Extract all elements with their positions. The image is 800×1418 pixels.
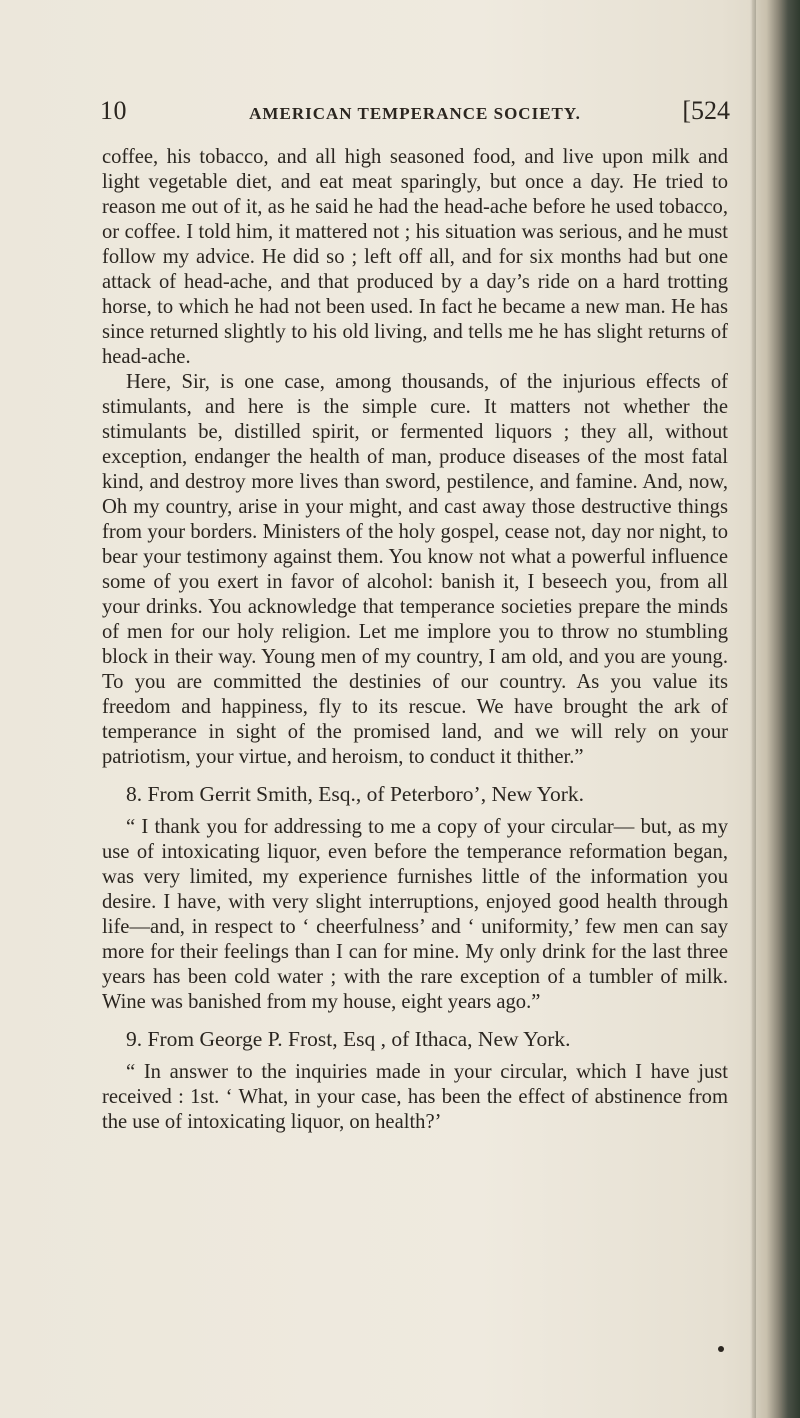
- paragraph-gerrit-smith-letter: “ I thank you for addressing to me a copy of your circular— but, as my use of intoxicating liquor, even before the temperance reformation began, was very limited, my experience furnishes little of the information you desire. I have, with very slight interruptions, enjoyed good health through life—and, in respect to ‘ cheerfulness’ and ‘ uniformity,’ few men can say more for their feelings than I can for mine. My only drink for the last three years has been cold water ; with the rare exception of a tumbler of milk. Wine was banished from my house, eight years ago.”: [102, 816, 728, 1013]
- section-mark: [524: [682, 96, 730, 125]
- paragraph-george-frost-letter: “ In answer to the inquiries made in your circular, which I have just received : 1st. ‘ What, in your case, has been the effect of abstinence from the use of intoxicating liquor, on health?’: [102, 1061, 728, 1133]
- book-binding-edge: [752, 0, 800, 1418]
- page-number: 10: [100, 96, 127, 125]
- letter-heading-george-frost: 9. From George P. Frost, Esq , of Ithaca, New York.: [126, 1027, 571, 1051]
- letter-heading-gerrit-smith: 8. From Gerrit Smith, Esq., of Peterboro’, New York.: [126, 782, 585, 806]
- paragraph-stimulants: Here, Sir, is one case, among thousands, of the injurious effects of stimulants, and here is the simple cure. It matters not whether the stimulants be, distilled spirit, or fermented liquors ; they all, without exception, endanger the health of man, produce diseases of the most fatal kind, and destroy more lives than sword, pestilence, and famine. And, now, Oh my country, arise in your might, and cast away those destructive things from your borders. Ministers of the holy gospel, cease not, day nor night, to bear your testimony against them. You know not what a powerful influence some of you exert in favor of alcohol: banish it, I beseech you, from all your drinks. You acknowledge that temperance societies prepare the minds of men for our holy religion. Let me implore you to throw no stumbling block in their way. Young men of my country, I am old, and you are young. To you are committed the destinies of our country. As you value its freedom and happiness, fly to its rescue. We have brought the ark of temperance in sight of the promised land, and we will rely on your patriotism, your virtue, and heroism, to conduct it thither.”: [102, 371, 728, 768]
- body-text: [102, 145, 728, 1135]
- running-title: AMERICAN TEMPERANCE SOCIETY.: [249, 104, 581, 123]
- page-header: [100, 96, 730, 136]
- page-gutter-shadow: [750, 0, 756, 1418]
- ink-dot: [718, 1346, 724, 1352]
- paragraph-continuation: coffee, his tobacco, and all high seasoned food, and live upon milk and light vegetable diet, and eat meat sparingly, but once a day. He tried to reason me out of it, as he said he had the head-ache before he used tobacco, or coffee. I told him, it mattered not ; his situation was serious, and he must follow my advice. He did so ; left off all, and for six months had but one attack of head-ache, and that produced by a day’s ride on a hard trotting horse, to which he had not been used. In fact he became a new man. He has since returned slightly to his old living, and tells me he has slight returns of head-ache.: [102, 146, 728, 368]
